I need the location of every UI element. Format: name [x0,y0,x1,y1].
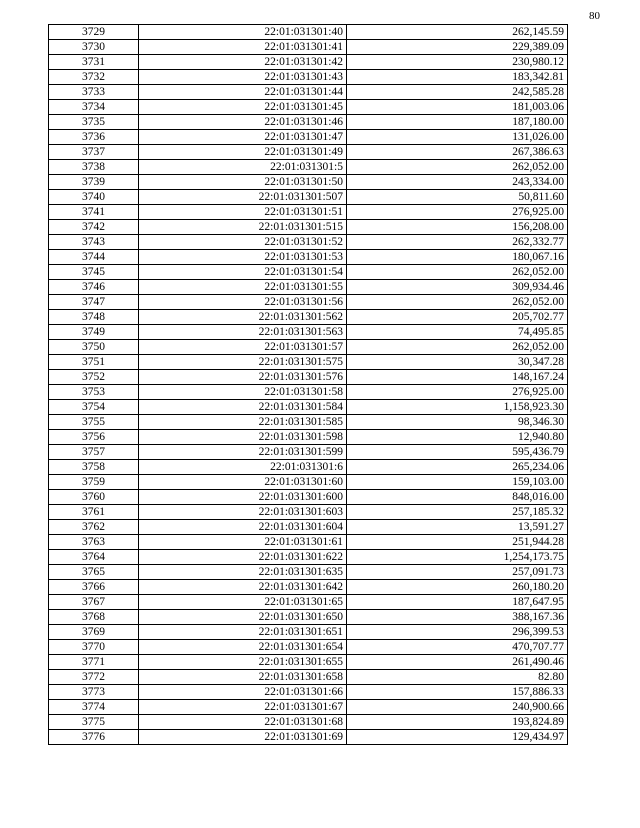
cadastral-number-cell: 22:01:031301:49 [139,145,347,160]
row-number-cell: 3751 [49,355,139,370]
cadastral-number-cell: 22:01:031301:5 [139,160,347,175]
row-number-cell: 3774 [49,700,139,715]
value-cell: 276,925.00 [347,385,568,400]
cadastral-number-cell: 22:01:031301:600 [139,490,347,505]
value-cell: 30,347.28 [347,355,568,370]
table-row [49,550,568,565]
value-cell: 229,389.09 [347,40,568,55]
row-number-cell: 3733 [49,85,139,100]
value-cell: 50,811.60 [347,190,568,205]
row-number-cell: 3735 [49,115,139,130]
value-cell: 262,145.59 [347,25,568,40]
cadastral-value-table [48,24,568,745]
value-cell: 193,824.89 [347,715,568,730]
row-number-cell: 3759 [49,475,139,490]
table-row [49,655,568,670]
value-cell: 388,167.36 [347,610,568,625]
cadastral-number-cell: 22:01:031301:603 [139,505,347,520]
value-cell: 129,434.97 [347,730,568,745]
row-number-cell: 3762 [49,520,139,535]
table-row [49,145,568,160]
table-row [49,355,568,370]
row-number-cell: 3732 [49,70,139,85]
value-cell: 187,180.00 [347,115,568,130]
value-cell: 262,332.77 [347,235,568,250]
value-cell: 82.80 [347,670,568,685]
value-cell: 187,647.95 [347,595,568,610]
row-number-cell: 3747 [49,295,139,310]
value-cell: 262,052.00 [347,295,568,310]
row-number-cell: 3775 [49,715,139,730]
cadastral-number-cell: 22:01:031301:50 [139,175,347,190]
value-cell: 276,925.00 [347,205,568,220]
table-row [49,700,568,715]
value-cell: 74,495.85 [347,325,568,340]
cadastral-number-cell: 22:01:031301:44 [139,85,347,100]
table-row [49,385,568,400]
table-row [49,265,568,280]
cadastral-number-cell: 22:01:031301:40 [139,25,347,40]
table-row [49,310,568,325]
value-cell: 157,886.33 [347,685,568,700]
row-number-cell: 3755 [49,415,139,430]
cadastral-number-cell: 22:01:031301:584 [139,400,347,415]
row-number-cell: 3758 [49,460,139,475]
value-cell: 159,103.00 [347,475,568,490]
row-number-cell: 3730 [49,40,139,55]
table-row [49,295,568,310]
value-cell: 257,185.32 [347,505,568,520]
row-number-cell: 3750 [49,340,139,355]
table-row [49,220,568,235]
row-number-cell: 3767 [49,595,139,610]
cadastral-number-cell: 22:01:031301:57 [139,340,347,355]
value-cell: 262,052.00 [347,340,568,355]
cadastral-number-cell: 22:01:031301:46 [139,115,347,130]
table-row [49,460,568,475]
cadastral-number-cell: 22:01:031301:575 [139,355,347,370]
table-row [49,205,568,220]
value-cell: 131,026.00 [347,130,568,145]
row-number-cell: 3748 [49,310,139,325]
table-row [49,40,568,55]
value-cell: 181,003.06 [347,100,568,115]
cadastral-number-cell: 22:01:031301:43 [139,70,347,85]
row-number-cell: 3754 [49,400,139,415]
value-cell: 267,386.63 [347,145,568,160]
value-cell: 180,067.16 [347,250,568,265]
row-number-cell: 3749 [49,325,139,340]
value-cell: 262,052.00 [347,160,568,175]
row-number-cell: 3753 [49,385,139,400]
value-cell: 12,940.80 [347,430,568,445]
table-row [49,730,568,745]
table-body [49,25,568,745]
row-number-cell: 3770 [49,640,139,655]
cadastral-number-cell: 22:01:031301:6 [139,460,347,475]
table-row [49,280,568,295]
cadastral-number-cell: 22:01:031301:650 [139,610,347,625]
row-number-cell: 3765 [49,565,139,580]
row-number-cell: 3773 [49,685,139,700]
cadastral-number-cell: 22:01:031301:515 [139,220,347,235]
cadastral-number-cell: 22:01:031301:47 [139,130,347,145]
cadastral-number-cell: 22:01:031301:68 [139,715,347,730]
cadastral-number-cell: 22:01:031301:52 [139,235,347,250]
cadastral-number-cell: 22:01:031301:65 [139,595,347,610]
value-cell: 848,016.00 [347,490,568,505]
value-cell: 257,091.73 [347,565,568,580]
row-number-cell: 3736 [49,130,139,145]
value-cell: 240,900.66 [347,700,568,715]
value-cell: 262,052.00 [347,265,568,280]
cadastral-number-cell: 22:01:031301:61 [139,535,347,550]
cadastral-number-cell: 22:01:031301:60 [139,475,347,490]
cadastral-number-cell: 22:01:031301:599 [139,445,347,460]
value-cell: 260,180.20 [347,580,568,595]
table-row [49,670,568,685]
cadastral-number-cell: 22:01:031301:42 [139,55,347,70]
cadastral-number-cell: 22:01:031301:66 [139,685,347,700]
table-row [49,595,568,610]
table-row [49,430,568,445]
cadastral-number-cell: 22:01:031301:56 [139,295,347,310]
cadastral-number-cell: 22:01:031301:41 [139,40,347,55]
table-row [49,535,568,550]
table-row [49,565,568,580]
row-number-cell: 3734 [49,100,139,115]
table-row [49,160,568,175]
table-row [49,370,568,385]
value-cell: 242,585.28 [347,85,568,100]
cadastral-number-cell: 22:01:031301:622 [139,550,347,565]
cadastral-number-cell: 22:01:031301:58 [139,385,347,400]
table-row [49,715,568,730]
cadastral-number-cell: 22:01:031301:642 [139,580,347,595]
row-number-cell: 3740 [49,190,139,205]
row-number-cell: 3743 [49,235,139,250]
row-number-cell: 3760 [49,490,139,505]
cadastral-number-cell: 22:01:031301:635 [139,565,347,580]
table-row [49,85,568,100]
row-number-cell: 3771 [49,655,139,670]
table-row [49,175,568,190]
table-row [49,250,568,265]
row-number-cell: 3769 [49,625,139,640]
value-cell: 98,346.30 [347,415,568,430]
table-row [49,235,568,250]
table-row [49,70,568,85]
table-row [49,640,568,655]
row-number-cell: 3752 [49,370,139,385]
row-number-cell: 3764 [49,550,139,565]
cadastral-number-cell: 22:01:031301:604 [139,520,347,535]
row-number-cell: 3768 [49,610,139,625]
row-number-cell: 3772 [49,670,139,685]
table-row [49,340,568,355]
cadastral-number-cell: 22:01:031301:585 [139,415,347,430]
cadastral-number-cell: 22:01:031301:507 [139,190,347,205]
cadastral-number-cell: 22:01:031301:563 [139,325,347,340]
row-number-cell: 3737 [49,145,139,160]
cadastral-number-cell: 22:01:031301:562 [139,310,347,325]
cadastral-number-cell: 22:01:031301:654 [139,640,347,655]
table-row [49,520,568,535]
row-number-cell: 3739 [49,175,139,190]
table-row [49,475,568,490]
row-number-cell: 3757 [49,445,139,460]
table-row [49,610,568,625]
row-number-cell: 3729 [49,25,139,40]
table-row [49,190,568,205]
value-cell: 470,707.77 [347,640,568,655]
table-row [49,445,568,460]
row-number-cell: 3731 [49,55,139,70]
cadastral-number-cell: 22:01:031301:45 [139,100,347,115]
value-cell: 205,702.77 [347,310,568,325]
row-number-cell: 3738 [49,160,139,175]
cadastral-number-cell: 22:01:031301:655 [139,655,347,670]
table-row [49,130,568,145]
value-cell: 1,254,173.75 [347,550,568,565]
row-number-cell: 3766 [49,580,139,595]
value-cell: 13,591.27 [347,520,568,535]
cadastral-number-cell: 22:01:031301:54 [139,265,347,280]
cadastral-number-cell: 22:01:031301:576 [139,370,347,385]
row-number-cell: 3745 [49,265,139,280]
table-row [49,325,568,340]
table-row [49,415,568,430]
cadastral-number-cell: 22:01:031301:651 [139,625,347,640]
value-cell: 156,208.00 [347,220,568,235]
value-cell: 265,234.06 [347,460,568,475]
row-number-cell: 3746 [49,280,139,295]
cadastral-number-cell: 22:01:031301:69 [139,730,347,745]
value-cell: 309,934.46 [347,280,568,295]
table-row [49,55,568,70]
value-cell: 183,342.81 [347,70,568,85]
table-row [49,25,568,40]
cadastral-number-cell: 22:01:031301:55 [139,280,347,295]
table-row [49,400,568,415]
cadastral-number-cell: 22:01:031301:598 [139,430,347,445]
table-row [49,505,568,520]
value-cell: 148,167.24 [347,370,568,385]
cadastral-number-cell: 22:01:031301:51 [139,205,347,220]
cadastral-number-cell: 22:01:031301:53 [139,250,347,265]
table-row [49,490,568,505]
row-number-cell: 3761 [49,505,139,520]
value-cell: 251,944.28 [347,535,568,550]
value-cell: 243,334.00 [347,175,568,190]
table-row [49,580,568,595]
value-cell: 296,399.53 [347,625,568,640]
value-cell: 261,490.46 [347,655,568,670]
row-number-cell: 3756 [49,430,139,445]
page-number: 80 [589,10,600,22]
row-number-cell: 3744 [49,250,139,265]
cadastral-number-cell: 22:01:031301:658 [139,670,347,685]
row-number-cell: 3763 [49,535,139,550]
table-row [49,100,568,115]
row-number-cell: 3741 [49,205,139,220]
table-row [49,625,568,640]
table-row [49,115,568,130]
table-row [49,685,568,700]
row-number-cell: 3742 [49,220,139,235]
row-number-cell: 3776 [49,730,139,745]
value-cell: 230,980.12 [347,55,568,70]
value-cell: 595,436.79 [347,445,568,460]
cadastral-number-cell: 22:01:031301:67 [139,700,347,715]
value-cell: 1,158,923.30 [347,400,568,415]
